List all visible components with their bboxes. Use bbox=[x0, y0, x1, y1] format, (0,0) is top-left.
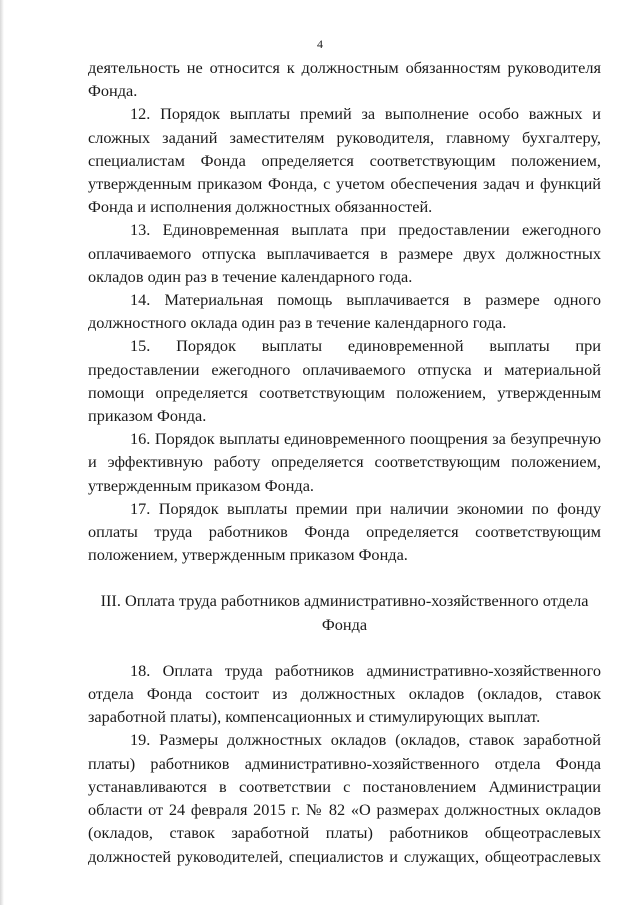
page-number: 4 bbox=[317, 37, 323, 51]
paragraph-12: 12. Порядок выплаты премий за выполнение особо важных и сложных заданий заместителям руководителя, главному бухгалтеру, специалистам Фонда определяется соответствующим положением, утвержденным приказом Фонда, с учетом обеспечения задач и функций Фонда и исполнения должностных обязанностей. bbox=[88, 104, 601, 217]
section-heading: III. Оплата труда работников административно-хозяйственного отдела Фонда bbox=[100, 591, 589, 634]
document-body bbox=[88, 56, 601, 868]
paragraph-15: 15. Порядок выплаты единовременной выплаты при предоставлении ежегодного оплачиваемого отпуска и материальной помощи определяется соответствующим положением, утвержденным приказом Фонда. bbox=[88, 336, 601, 426]
paragraph-13: 13. Единовременная выплата при предоставлении ежегодного оплачиваемого отпуска выплачивается в размере двух должностных окладов один раз в течение календарного года. bbox=[88, 220, 601, 286]
paragraph-continuation: деятельность не относится к должностным обязанностям руководителя Фонда. bbox=[88, 58, 601, 101]
scan-edge bbox=[0, 0, 4, 905]
paragraph-14: 14. Материальная помощь выплачивается в размере одного должностного оклада один раз в течение календарного года. bbox=[88, 290, 601, 333]
paragraph-18: 18. Оплата труда работников административно-хозяйственного отдела Фонда состоит из должностных окладов (окладов, ставок заработной платы), компенсационных и стимулирующих выплат. bbox=[88, 660, 601, 727]
paragraph-17: 17. Порядок выплаты премии при наличии экономии по фонду оплаты труда работников Фонда определяется соответствующим положением, утвержденным приказом Фонда. bbox=[88, 498, 601, 565]
paragraph-16: 16. Порядок выплаты единовременного поощрения за безупречную и эффективную работу определяется соответствующим положением, утвержденным приказом Фонда. bbox=[88, 429, 601, 495]
paragraph-19: 19. Размеры должностных окладов (окладов, ставок заработной платы) работников административно-хозяйственного отдела Фонда устанавливаются в соответствии с постановлением Администрации области от 24 февраля 2015 г. № 82 «О размерах должностных окладов (окладов, ставок заработной платы) работников общеотраслевых должностей руководителей, специалистов и служащих, общеотраслевых bbox=[88, 730, 601, 866]
